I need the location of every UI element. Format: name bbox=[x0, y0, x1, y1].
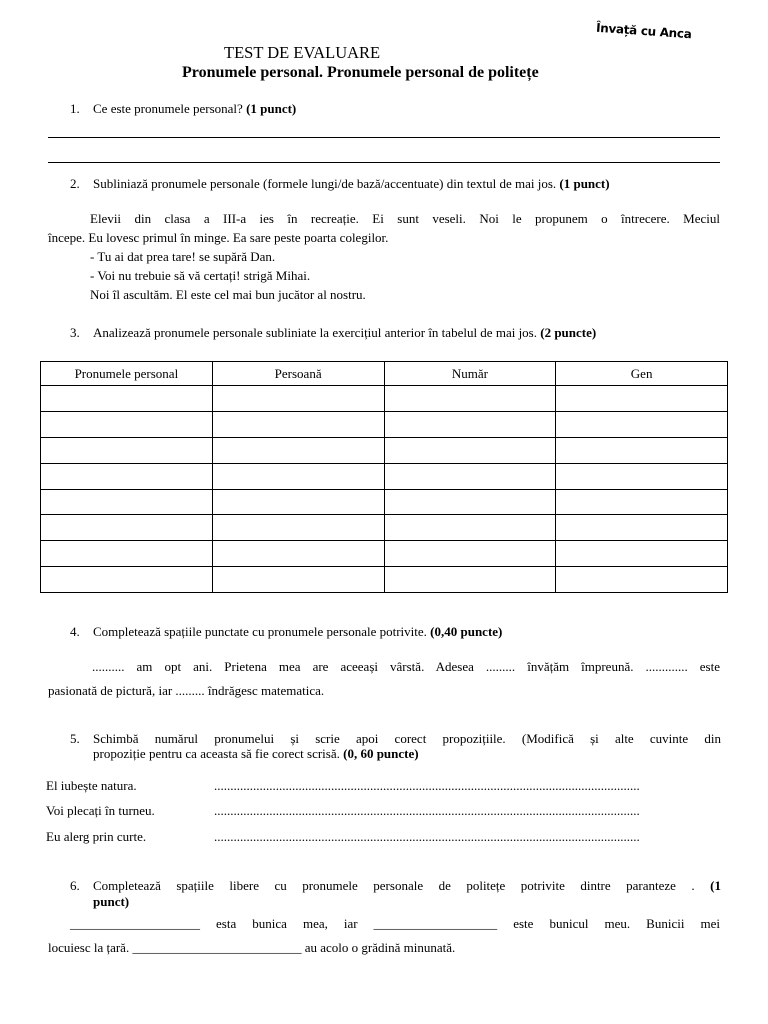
table-row bbox=[41, 463, 728, 489]
text-line: - Voi nu trebuie să vă certați! strigă Mihai. bbox=[90, 268, 311, 283]
question-number: 6. bbox=[70, 878, 80, 893]
answer-row bbox=[0, 829, 768, 845]
answer-row bbox=[0, 778, 768, 794]
table-row bbox=[41, 386, 728, 412]
question-number: 4. bbox=[70, 624, 80, 639]
table-row bbox=[41, 567, 728, 593]
table-cell[interactable] bbox=[212, 386, 384, 412]
question-text: Completează spațiile libere cu pronumele personale de politețe potrivite dintre paranteze . bbox=[93, 878, 695, 893]
question-text: Ce este pronumele personal? bbox=[93, 101, 243, 116]
table-cell[interactable] bbox=[212, 437, 384, 463]
question-number: 3. bbox=[70, 325, 80, 340]
text-line: pasionată de pictură, iar ......... îndrăgesc matematica. bbox=[48, 683, 325, 698]
question-text: propoziție pentru ca aceasta să fie corect scrisă. bbox=[93, 746, 340, 761]
table-cell[interactable] bbox=[384, 463, 556, 489]
table-row bbox=[41, 515, 728, 541]
answer-line[interactable] bbox=[48, 162, 720, 163]
text-line: începe. Eu lovesc primul în minge. Ea sare peste poarta colegilor. bbox=[48, 230, 389, 245]
logo: Învață cu Anca bbox=[595, 20, 692, 42]
table-cell[interactable] bbox=[41, 541, 213, 567]
table-cell[interactable] bbox=[556, 437, 728, 463]
table-cell[interactable] bbox=[41, 567, 213, 593]
answer-line[interactable] bbox=[48, 137, 720, 138]
table-cell[interactable] bbox=[41, 515, 213, 541]
table-cell[interactable] bbox=[41, 437, 213, 463]
table-cell[interactable] bbox=[556, 489, 728, 515]
table-cell[interactable] bbox=[212, 411, 384, 437]
fill-in-text bbox=[48, 657, 720, 700]
column-header: Pronumele personal bbox=[41, 362, 213, 386]
table-cell[interactable] bbox=[384, 541, 556, 567]
reading-text bbox=[48, 209, 720, 304]
table-cell[interactable] bbox=[212, 541, 384, 567]
table-row bbox=[41, 541, 728, 567]
sentence-label: El iubește natura. bbox=[46, 778, 137, 793]
text-line: Elevii din clasa a III-a ies în recreație. Ei sunt veseli. Noi le propunem o întrecere. Meciul bbox=[90, 211, 720, 226]
analysis-table bbox=[40, 361, 728, 593]
question-points: (0, 60 puncte) bbox=[343, 746, 419, 761]
table-cell[interactable] bbox=[384, 489, 556, 515]
column-header: Persoană bbox=[212, 362, 384, 386]
answer-row bbox=[0, 803, 768, 819]
table-cell[interactable] bbox=[556, 515, 728, 541]
answer-dots[interactable]: ................................................................................................................................... bbox=[214, 829, 640, 844]
table-cell[interactable] bbox=[41, 411, 213, 437]
sentence-label: Voi plecați în turneu. bbox=[46, 803, 155, 818]
page-title: TEST DE EVALUARE bbox=[224, 43, 381, 62]
text-line: ____________________ esta bunica mea, iar ___________________ este bunicul meu. Bunicii mei bbox=[70, 916, 720, 931]
question-text: Schimbă numărul pronumelui și scrie apoi corect propozițiile. (Modifică și alte cuvinte din bbox=[93, 731, 721, 746]
table-cell[interactable] bbox=[41, 386, 213, 412]
question-points: (1 bbox=[710, 878, 721, 893]
question-number: 5. bbox=[70, 731, 80, 746]
answer-dots[interactable]: ................................................................................................................................... bbox=[214, 778, 640, 793]
table-cell[interactable] bbox=[556, 411, 728, 437]
table-cell[interactable] bbox=[384, 411, 556, 437]
table-cell[interactable] bbox=[556, 463, 728, 489]
text-line: - Tu ai dat prea tare! se supără Dan. bbox=[90, 249, 276, 264]
table-cell[interactable] bbox=[556, 567, 728, 593]
question-points: punct) bbox=[93, 894, 130, 909]
table-cell[interactable] bbox=[212, 515, 384, 541]
table-cell[interactable] bbox=[384, 515, 556, 541]
column-header: Număr bbox=[384, 362, 556, 386]
table-row bbox=[41, 437, 728, 463]
page-subtitle: Pronumele personal. Pronumele personal de politețe bbox=[182, 64, 539, 81]
table-cell[interactable] bbox=[41, 489, 213, 515]
question-points: (2 puncte) bbox=[540, 325, 597, 340]
table-cell[interactable] bbox=[556, 386, 728, 412]
question-number: 1. bbox=[70, 101, 80, 116]
table-cell[interactable] bbox=[556, 541, 728, 567]
column-header: Gen bbox=[556, 362, 728, 386]
table-cell[interactable] bbox=[212, 567, 384, 593]
table-header-row bbox=[41, 362, 728, 386]
table-cell[interactable] bbox=[384, 386, 556, 412]
question-points: (1 punct) bbox=[246, 101, 297, 116]
text-line: .......... am opt ani. Prietena mea are aceeași vârstă. Adesea ......... învățăm împreună. ............. este bbox=[92, 659, 720, 674]
question-points: (1 punct) bbox=[559, 176, 610, 191]
table-row bbox=[41, 489, 728, 515]
answer-dots[interactable]: ................................................................................................................................... bbox=[214, 803, 640, 818]
table-cell[interactable] bbox=[41, 463, 213, 489]
table-cell[interactable] bbox=[212, 489, 384, 515]
text-line: locuiesc la țară. __________________________ au acolo o grădină minunată. bbox=[48, 940, 456, 955]
question-text: Completează spațiile punctate cu pronumele personale potrivite. bbox=[93, 624, 427, 639]
table-cell[interactable] bbox=[212, 463, 384, 489]
question-number: 2. bbox=[70, 176, 80, 191]
table-cell[interactable] bbox=[384, 437, 556, 463]
table-row bbox=[41, 411, 728, 437]
sentence-label: Eu alerg prin curte. bbox=[46, 829, 147, 844]
text-line: Noi îl ascultăm. El este cel mai bun jucător al nostru. bbox=[90, 287, 366, 302]
table-cell[interactable] bbox=[384, 567, 556, 593]
question-text: Subliniază pronumele personale (formele lungi/de bază/accentuate) din textul de mai jos. bbox=[93, 176, 557, 191]
question-text: Analizează pronumele personale subliniate la exercițiul anterior în tabelul de mai jos. bbox=[93, 325, 537, 340]
fill-in-text bbox=[48, 914, 720, 957]
question-points: (0,40 puncte) bbox=[430, 624, 503, 639]
